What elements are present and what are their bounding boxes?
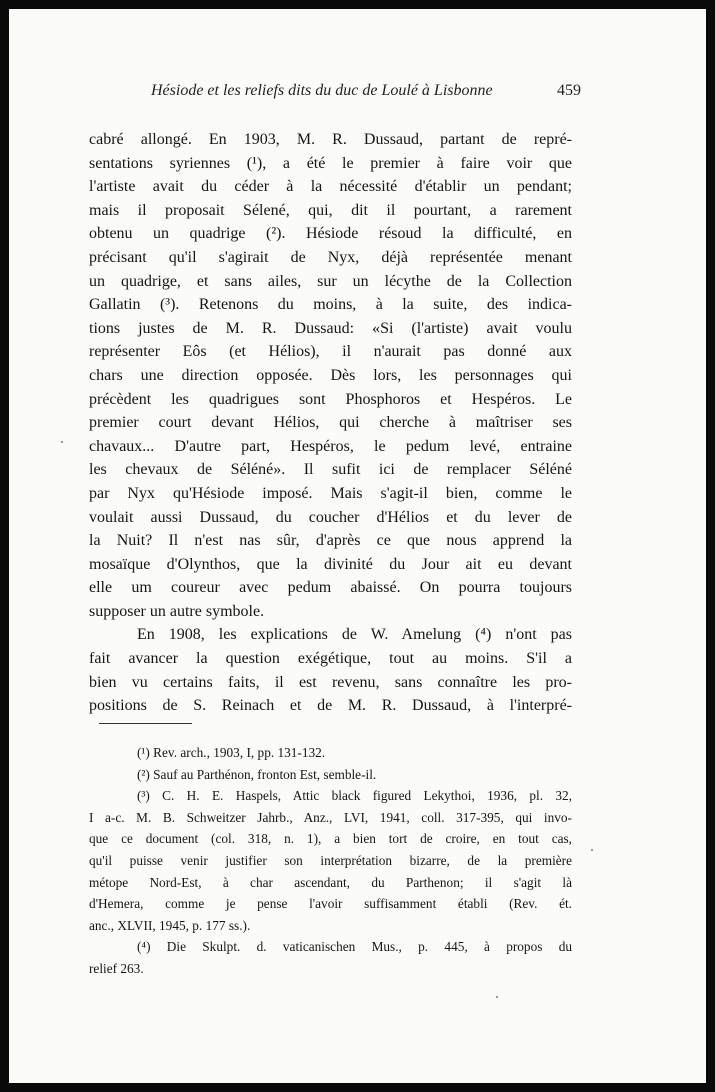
footnotes [89, 742, 572, 980]
footnote-line: relief 263. [89, 960, 144, 976]
body-line: précisant qu'il s'agirait de Nyx, déjà représentée menant [89, 248, 572, 266]
scan-speck [591, 849, 593, 851]
body-line: chavaux... D'autre part, Hespéros, le pedum levé, entraine [89, 437, 572, 455]
running-header [151, 82, 581, 100]
body-line: Gallatin (³). Retenons du moins, à la suite, des indica- [89, 296, 572, 314]
running-title: Hésiode et les reliefs dits du duc de Loulé à Lisbonne [151, 82, 493, 99]
body-line: un quadrige, et sans ailes, sur un lécythe de la Collection [89, 272, 572, 290]
body-line: En 1908, les explications de W. Amelung (⁴) n'ont pas [137, 626, 572, 644]
body-line: bien vu certains faits, il est revenu, sans connaître les pro- [89, 673, 572, 691]
body-line: représenter Eôs (et Hélios), il n'aurait pas donné aux [89, 343, 572, 361]
footnote-line: d'Hemera, comme je pense l'avoir suffisamment établi (Rev. ét. [89, 896, 572, 912]
body-line: l'artiste avait du céder à la nécessité d'établir un pendant; [89, 178, 572, 196]
footnote-line: qu'il puisse venir justifier son interprétation bizarre, de la première [89, 852, 572, 868]
footnote-line: (³) C. H. E. Haspels, Attic black figured Lekythoi, 1936, pl. 32, [137, 788, 572, 804]
body-line: la Nuit? Il n'est nas sûr, d'après ce que nous apprend la [89, 532, 572, 550]
body-line: cabré allongé. En 1903, M. R. Dussaud, partant de repré- [89, 131, 572, 148]
body-line: précèdent les quadrigues sont Phosphoros et Hespéros. Le [89, 390, 572, 408]
body-line: fait avancer la question exégétique, tout au moins. S'il a [89, 650, 572, 668]
footnote-line: (⁴) Die Skulpt. d. vaticanischen Mus., p. 445, à propos du [137, 939, 572, 955]
body-line: sentations syriennes (¹), a été le premier à faire voir que [89, 154, 572, 172]
footnote-divider [99, 723, 192, 724]
body-line: mais il proposait Sélené, qui, dit il pourtant, a rarement [89, 201, 572, 219]
body-line: supposer un autre symbole. [89, 602, 265, 620]
body-line: elle um coureur avec pedum abaissé. On pourra toujours [89, 579, 572, 597]
body-line: voulait aussi Dussaud, du coucher d'Hélios et du lever de [89, 508, 572, 526]
body-line: chars une direction opposée. Dès lors, les personnages qui [89, 366, 572, 384]
body-line: tions justes de M. R. Dussaud: «Si (l'artiste) avait voulu [89, 319, 572, 337]
footnote-line: anc., XLVII, 1945, p. 177 ss.). [89, 917, 251, 933]
body-text [89, 128, 572, 718]
body-line: obtenu un quadrige (²). Hésiode résoud la difficulté, en [89, 225, 572, 243]
footnote-line: métope Nord-Est, à char ascendant, du Parthenon; il s'agit là [89, 874, 572, 890]
page-number: 459 [557, 82, 581, 99]
scanned-page [9, 9, 706, 1083]
body-line: premier court devant Hélios, qui cherche à maîtriser ses [89, 414, 572, 432]
body-line: les chevaux de Séléné». Il sufit ici de remplacer Séléné [89, 461, 572, 479]
body-line: mosaïque d'Olynthos, que la divinité du Jour ait eu devant [89, 555, 572, 573]
body-line: positions de S. Reinach et de M. R. Dussaud, à l'interpré- [89, 697, 572, 715]
scan-speck [61, 441, 63, 443]
footnote-line: (¹) Rev. arch., 1903, I, pp. 131-132. [137, 745, 326, 760]
footnote-line: I a-c. M. B. Schweitzer Jahrb., Anz., LVI, 1941, coll. 317-395, qui invo- [89, 809, 572, 825]
footnote-line: (²) Sauf au Parthénon, fronton Est, semble-il. [137, 766, 377, 782]
scan-speck [496, 996, 498, 998]
body-line: par Nyx qu'Hésiode imposé. Mais s'agit-il bien, comme le [89, 484, 572, 502]
footnote-line: que ce document (col. 318, n. 1), a bien tort de croire, en tout cas, [89, 831, 572, 847]
